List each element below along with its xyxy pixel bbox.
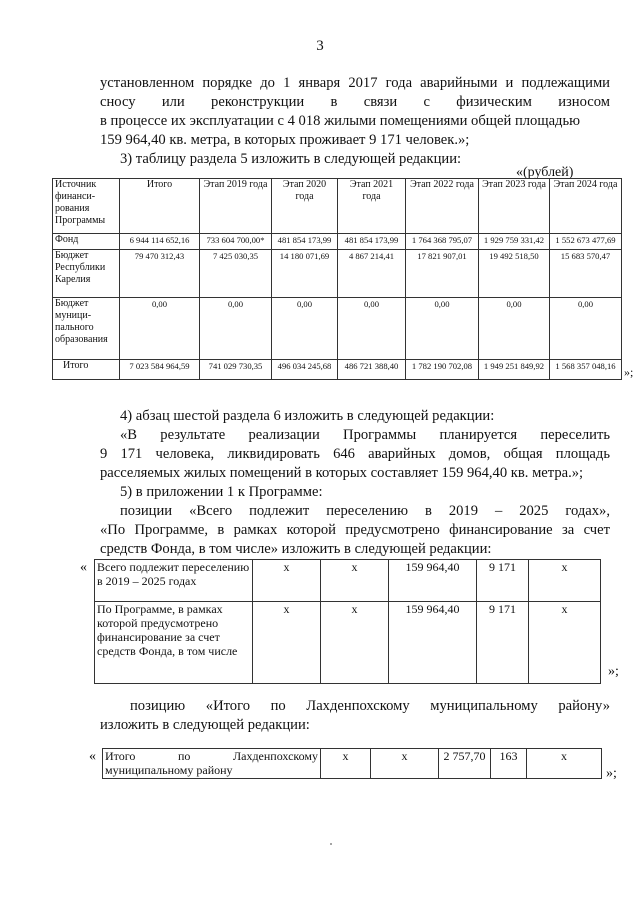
table-cell: x [321,749,371,779]
table-header-row [53,179,622,234]
row-label-total-resettle: Всего подлежит переселению в 2019 – 2025 годах [95,560,253,602]
table-row [95,560,601,602]
table-cell: 481 854 173,99 [272,234,338,250]
table-cell: 481 854 173,99 [338,234,406,250]
table-cell: 79 470 312,43 [120,250,200,298]
item-5-text: 5) в приложении 1 к Программе: [120,484,323,500]
table-cell: 1 552 673 477,69 [550,234,622,250]
table-cell: 0,00 [550,298,622,360]
table-cell: 0,00 [272,298,338,360]
table-cell: 1 764 368 795,07 [406,234,479,250]
row-label-program-fund: По Программе, в рамках которой предусмотрено финансирование за счет средств Фонда, в том числе [95,602,253,684]
table-cell: x [253,602,321,684]
table-cell: x [253,560,321,602]
table1-closing-quote: »; [624,365,634,379]
label-word: по [177,749,191,763]
table-cell: 159 964,40 [389,560,477,602]
table-cell: x [371,749,439,779]
table-cell: 1 568 357 048,16 [550,360,622,380]
table-cell: 496 034 245,68 [272,360,338,380]
table-cell: 14 180 071,69 [272,250,338,298]
financing-table [52,178,622,380]
table-cell: 159 964,40 [389,602,477,684]
item-4-line-3: расселяемых жилых помещений в которых составляет 159 964,40 кв. метра.»; [100,465,584,481]
table-cell: 0,00 [200,298,272,360]
page-number: 3 [316,38,324,54]
header-2022: Этап 2022 года [406,179,479,234]
table-cell: 4 867 214,41 [338,250,406,298]
row-label-municipal-budget: Бюджет муници-пального образования [53,298,120,360]
table-cell: x [529,602,601,684]
table-cell: 6 944 114 652,16 [120,234,200,250]
table-cell: 1 929 759 331,42 [479,234,550,250]
table-cell: 17 821 907,01 [406,250,479,298]
intro-line-2: сносу или реконструкции в связи с физическим износом [100,94,610,110]
table-cell: x [529,560,601,602]
row-label-fund: Фонд [53,234,120,250]
item-5-line-1: позиции «Всего подлежит переселению в 2019 – 2025 годах», [120,503,610,519]
label-word: Итого [105,749,136,763]
table-cell: 7 023 584 964,59 [120,360,200,380]
scan-artifact [330,843,332,845]
table-cell: 19 492 518,50 [479,250,550,298]
row-label-district-total [103,749,321,779]
table-cell: 0,00 [120,298,200,360]
table-row [103,749,602,779]
header-source: Источник финанси-рования Программы [53,179,120,234]
table-row [53,234,622,250]
table-cell: 1 782 190 702,08 [406,360,479,380]
item-3-text: 3) таблицу раздела 5 изложить в следующей редакции: [120,151,462,167]
table-cell: 1 949 251 849,92 [479,360,550,380]
header-total: Итого [120,179,200,234]
item-4-line-2: 9 171 человека, ликвидировать 646 аварийных домов, общая площадь [100,446,610,462]
header-2019: Этап 2019 года [200,179,272,234]
table3-open-quote: « [89,749,96,764]
item-5-line-2: «По Программе, в рамках которой предусмотрено финансирование за счет [100,522,610,538]
table-row [95,602,601,684]
table-cell: 486 721 388,40 [338,360,406,380]
item-4-line-1: «В результате реализации Программы планируется переселить [120,427,610,443]
table2-open-quote: « [80,560,87,575]
table3-closing-quote: »; [606,766,617,781]
table-row [53,298,622,360]
intro-line-4: 159 964,40 кв. метра, в которых проживает 9 171 человек.»; [100,132,470,148]
table-cell: 7 425 030,35 [200,250,272,298]
table-row [53,360,622,380]
table-cell: 0,00 [406,298,479,360]
table-cell: x [321,602,389,684]
header-2021: Этап 2021 года [338,179,406,234]
table-cell: 0,00 [479,298,550,360]
district-total-table [102,748,602,779]
table-cell: 9 171 [477,602,529,684]
position-text-line-1: позицию «Итого по Лахденпохскому муниципальному району» [130,698,610,714]
table-cell: x [527,749,602,779]
item-4-text: 4) абзац шестой раздела 6 изложить в следующей редакции: [120,408,495,424]
table-row [53,250,622,298]
table-cell: x [321,560,389,602]
row-label-republic-budget: Бюджет Республики Карелия [53,250,120,298]
resettlement-table [94,559,601,684]
table2-closing-quote: »; [608,664,619,679]
header-2020: Этап 2020 года [272,179,338,234]
intro-line-3: в процессе их эксплуатации с 4 018 жилыми помещениями общей площадью [100,113,581,129]
position-text-line-2: изложить в следующей редакции: [100,717,310,733]
item-5-line-3: средств Фонда, в том числе» изложить в следующей редакции: [100,541,492,557]
label-line-2: муниципальному району [105,763,233,777]
table-cell: 15 683 570,47 [550,250,622,298]
label-line-1 [105,749,318,763]
table-cell: 2 757,70 [439,749,491,779]
currency-note: «(рублей) [516,165,574,180]
row-label-total: Итого [53,360,120,380]
table-cell: 9 171 [477,560,529,602]
table-cell: 163 [491,749,527,779]
header-2024: Этап 2024 года [550,179,622,234]
table-cell: 733 604 700,00* [200,234,272,250]
table-cell: 0,00 [338,298,406,360]
label-word: Лахденпохскому [232,749,318,763]
intro-line-1: установленном порядке до 1 января 2017 года аварийными и подлежащими [100,75,610,91]
table-cell: 741 029 730,35 [200,360,272,380]
header-2023: Этап 2023 года [479,179,550,234]
